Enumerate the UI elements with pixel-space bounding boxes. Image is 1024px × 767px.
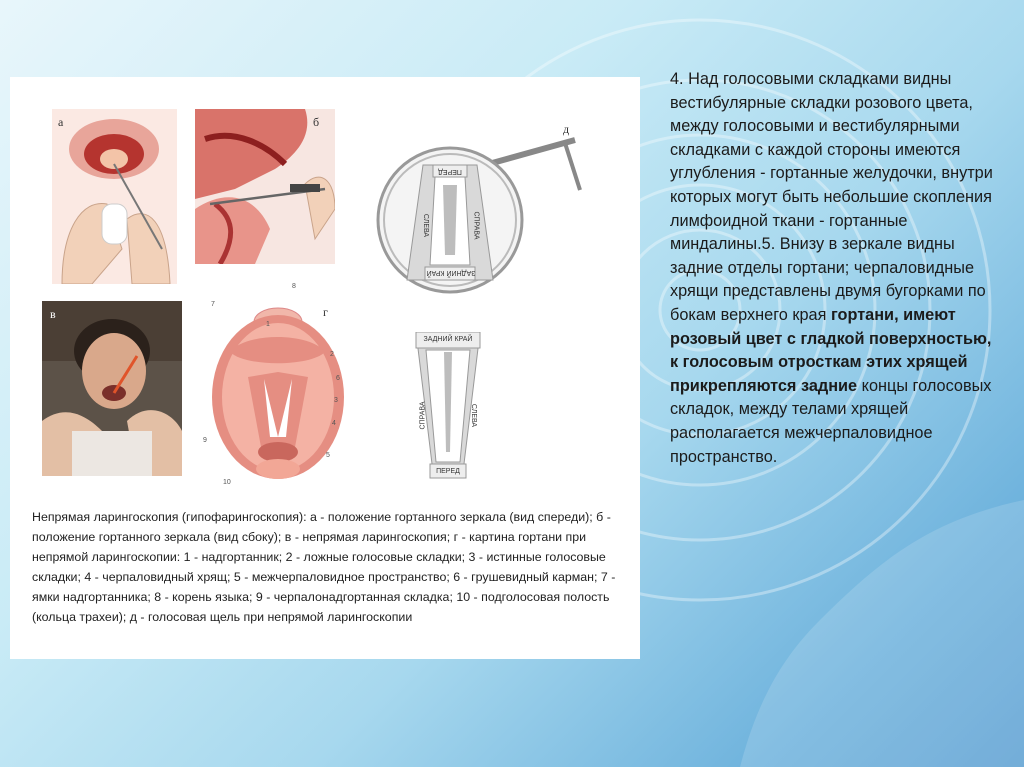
figure-v-photo — [42, 301, 182, 476]
figure-g-number-6: 6 — [336, 375, 340, 382]
slide-body-text — [670, 68, 1000, 469]
figure-g-number-5: 5 — [326, 452, 330, 459]
figure-g-number-1: 1 — [266, 321, 270, 328]
body-text-part1: 4. Над голосовыми складками видны вестибулярные складки розового цвета, между голосовыми и вестибулярными складками с каждой стороны имеются углубления - гортанные желудочки, внутри которых могут быть небольшие скопления лимфоидной ткани - гортанные миндалины.5. Внизу в зеркале видны задние отделы гортани; черпаловидные хрящи представлены двумя бугорками по бокам верхнего края — [670, 70, 993, 324]
figure-v-label: в — [50, 307, 56, 321]
mirror-top-label: ПЕРЕД — [438, 168, 462, 175]
figure-a-label: а — [58, 115, 64, 129]
figure-caption: Непрямая ларингоскопия (гипофарингоскопия): а - положение гортанного зеркала (вид спереди); б - положение гортанного зеркала (вид сбоку); в - непрямая ларингоскопия; г - картина гортани при непрямой ларингоскопии: 1 - надгортанник; 2 - ложные голосовые складки; 3 - истинные голосовые складки; 4 - черпаловидный хрящ; 5 - межчерпаловидное пространство; 6 - грушевидный карман; 7 - ямки надгортанника; 8 - корень языка; 9 - черпалонадгортанная складка; 10 - подголосовая полость (кольца трахеи); д - голосовая щель при непрямой ларингоскопии — [32, 510, 616, 624]
figure-b-image — [195, 109, 335, 264]
mirror-right-label: СПРАВА — [472, 211, 480, 240]
figure-g-number-3: 3 — [334, 397, 338, 404]
figure-panel — [10, 77, 640, 659]
glottis-left-label: СПРАВА — [419, 401, 427, 430]
figure-g-number-8: 8 — [292, 283, 296, 290]
glottis-top-label: ЗАДНИЙ КРАЙ — [423, 336, 473, 343]
mirror-bottom-label: ЗАДНИЙ КРАЙ — [426, 269, 476, 276]
figure-a-image — [52, 109, 177, 284]
figure-g-label: г — [323, 305, 328, 319]
figure-d-label: д — [563, 122, 570, 136]
mirror-left-label: СЛЕВА — [422, 213, 430, 238]
figure-g-number-2: 2 — [330, 351, 334, 358]
figure-d-mirror — [375, 115, 585, 305]
figure-b-label: б — [313, 115, 320, 129]
figure-g-number-10: 10 — [223, 479, 231, 486]
glottis-bottom-label: ПЕРЕД — [436, 468, 460, 475]
figure-g-larynx — [200, 297, 345, 492]
figure-g-number-7: 7 — [211, 301, 215, 308]
glottis-right-label: СЛЕВА — [470, 403, 478, 428]
body-text-bold: гортани, имеют розовый цвет с гладкой поверхностью, к голосовым отросткам этих хрящей прикрепляются задние — [670, 305, 992, 395]
figure-g-number-4: 4 — [332, 420, 336, 427]
figure-g-number-9: 9 — [203, 437, 207, 444]
body-text-part2: концы голосовых складок, между телами хрящей располагается межчерпаловидное пространство. — [670, 376, 992, 466]
